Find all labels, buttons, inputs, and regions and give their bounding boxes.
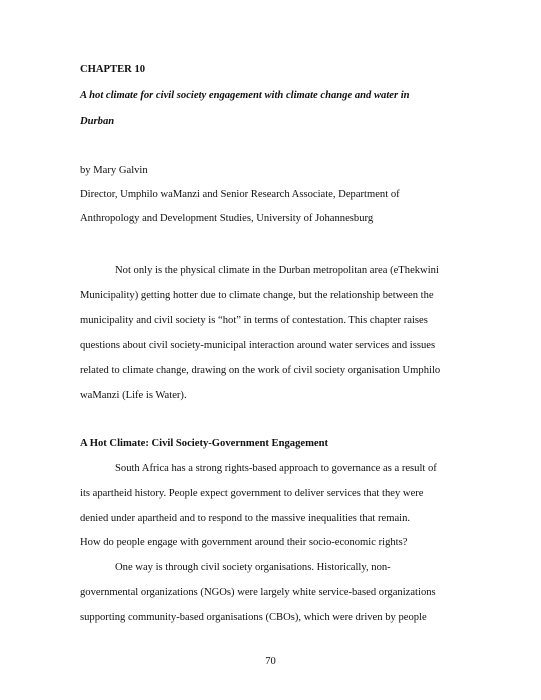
section-heading: A Hot Climate: Civil Society-Government Engagement — [80, 438, 329, 449]
intro-paragraph-line-4: questions about civil society-municipal interaction around water services and issues — [80, 340, 436, 351]
section-paragraph-2-line-3: supporting community-based organisations (CBOs), which were driven by people — [80, 612, 427, 623]
author-affiliation-line-1: Director, Umphilo waManzi and Senior Research Associate, Department of — [80, 189, 400, 200]
chapter-title-line-1: A hot climate for civil society engagement with climate change and water in — [80, 90, 410, 101]
section-paragraph-1-line-1: South Africa has a strong rights-based approach to governance as a result of — [115, 463, 437, 474]
intro-paragraph-line-5: related to climate change, drawing on the work of civil society organisation Umphilo — [80, 365, 441, 376]
section-paragraph-2-line-1: One way is through civil society organisations. Historically, non- — [115, 562, 391, 573]
intro-paragraph-line-6: waManzi (Life is Water). — [80, 390, 187, 401]
intro-paragraph-line-1: Not only is the physical climate in the Durban metropolitan area (eThekwini — [115, 265, 439, 276]
author-byline: by Mary Galvin — [80, 165, 148, 176]
intro-paragraph-line-3: municipality and civil society is “hot” in terms of contestation. This chapter raises — [80, 315, 428, 326]
section-paragraph-1-line-2: its apartheid history. People expect government to deliver services that they were — [80, 488, 424, 499]
section-paragraph-2-line-2: governmental organizations (NGOs) were largely white service-based organizations — [80, 587, 436, 598]
chapter-label: CHAPTER 10 — [80, 64, 146, 75]
chapter-title-line-2: Durban — [80, 116, 115, 127]
section-paragraph-1-line-4: How do people engage with government around their socio-economic rights? — [80, 537, 408, 548]
intro-paragraph-line-2: Municipality) getting hotter due to climate change, but the relationship between the — [80, 290, 434, 301]
author-affiliation-line-2: Anthropology and Development Studies, University of Johannesburg — [80, 213, 374, 224]
section-paragraph-1-line-3: denied under apartheid and to respond to the massive inequalities that remain. — [80, 513, 411, 524]
page-number: 70 — [265, 656, 276, 667]
